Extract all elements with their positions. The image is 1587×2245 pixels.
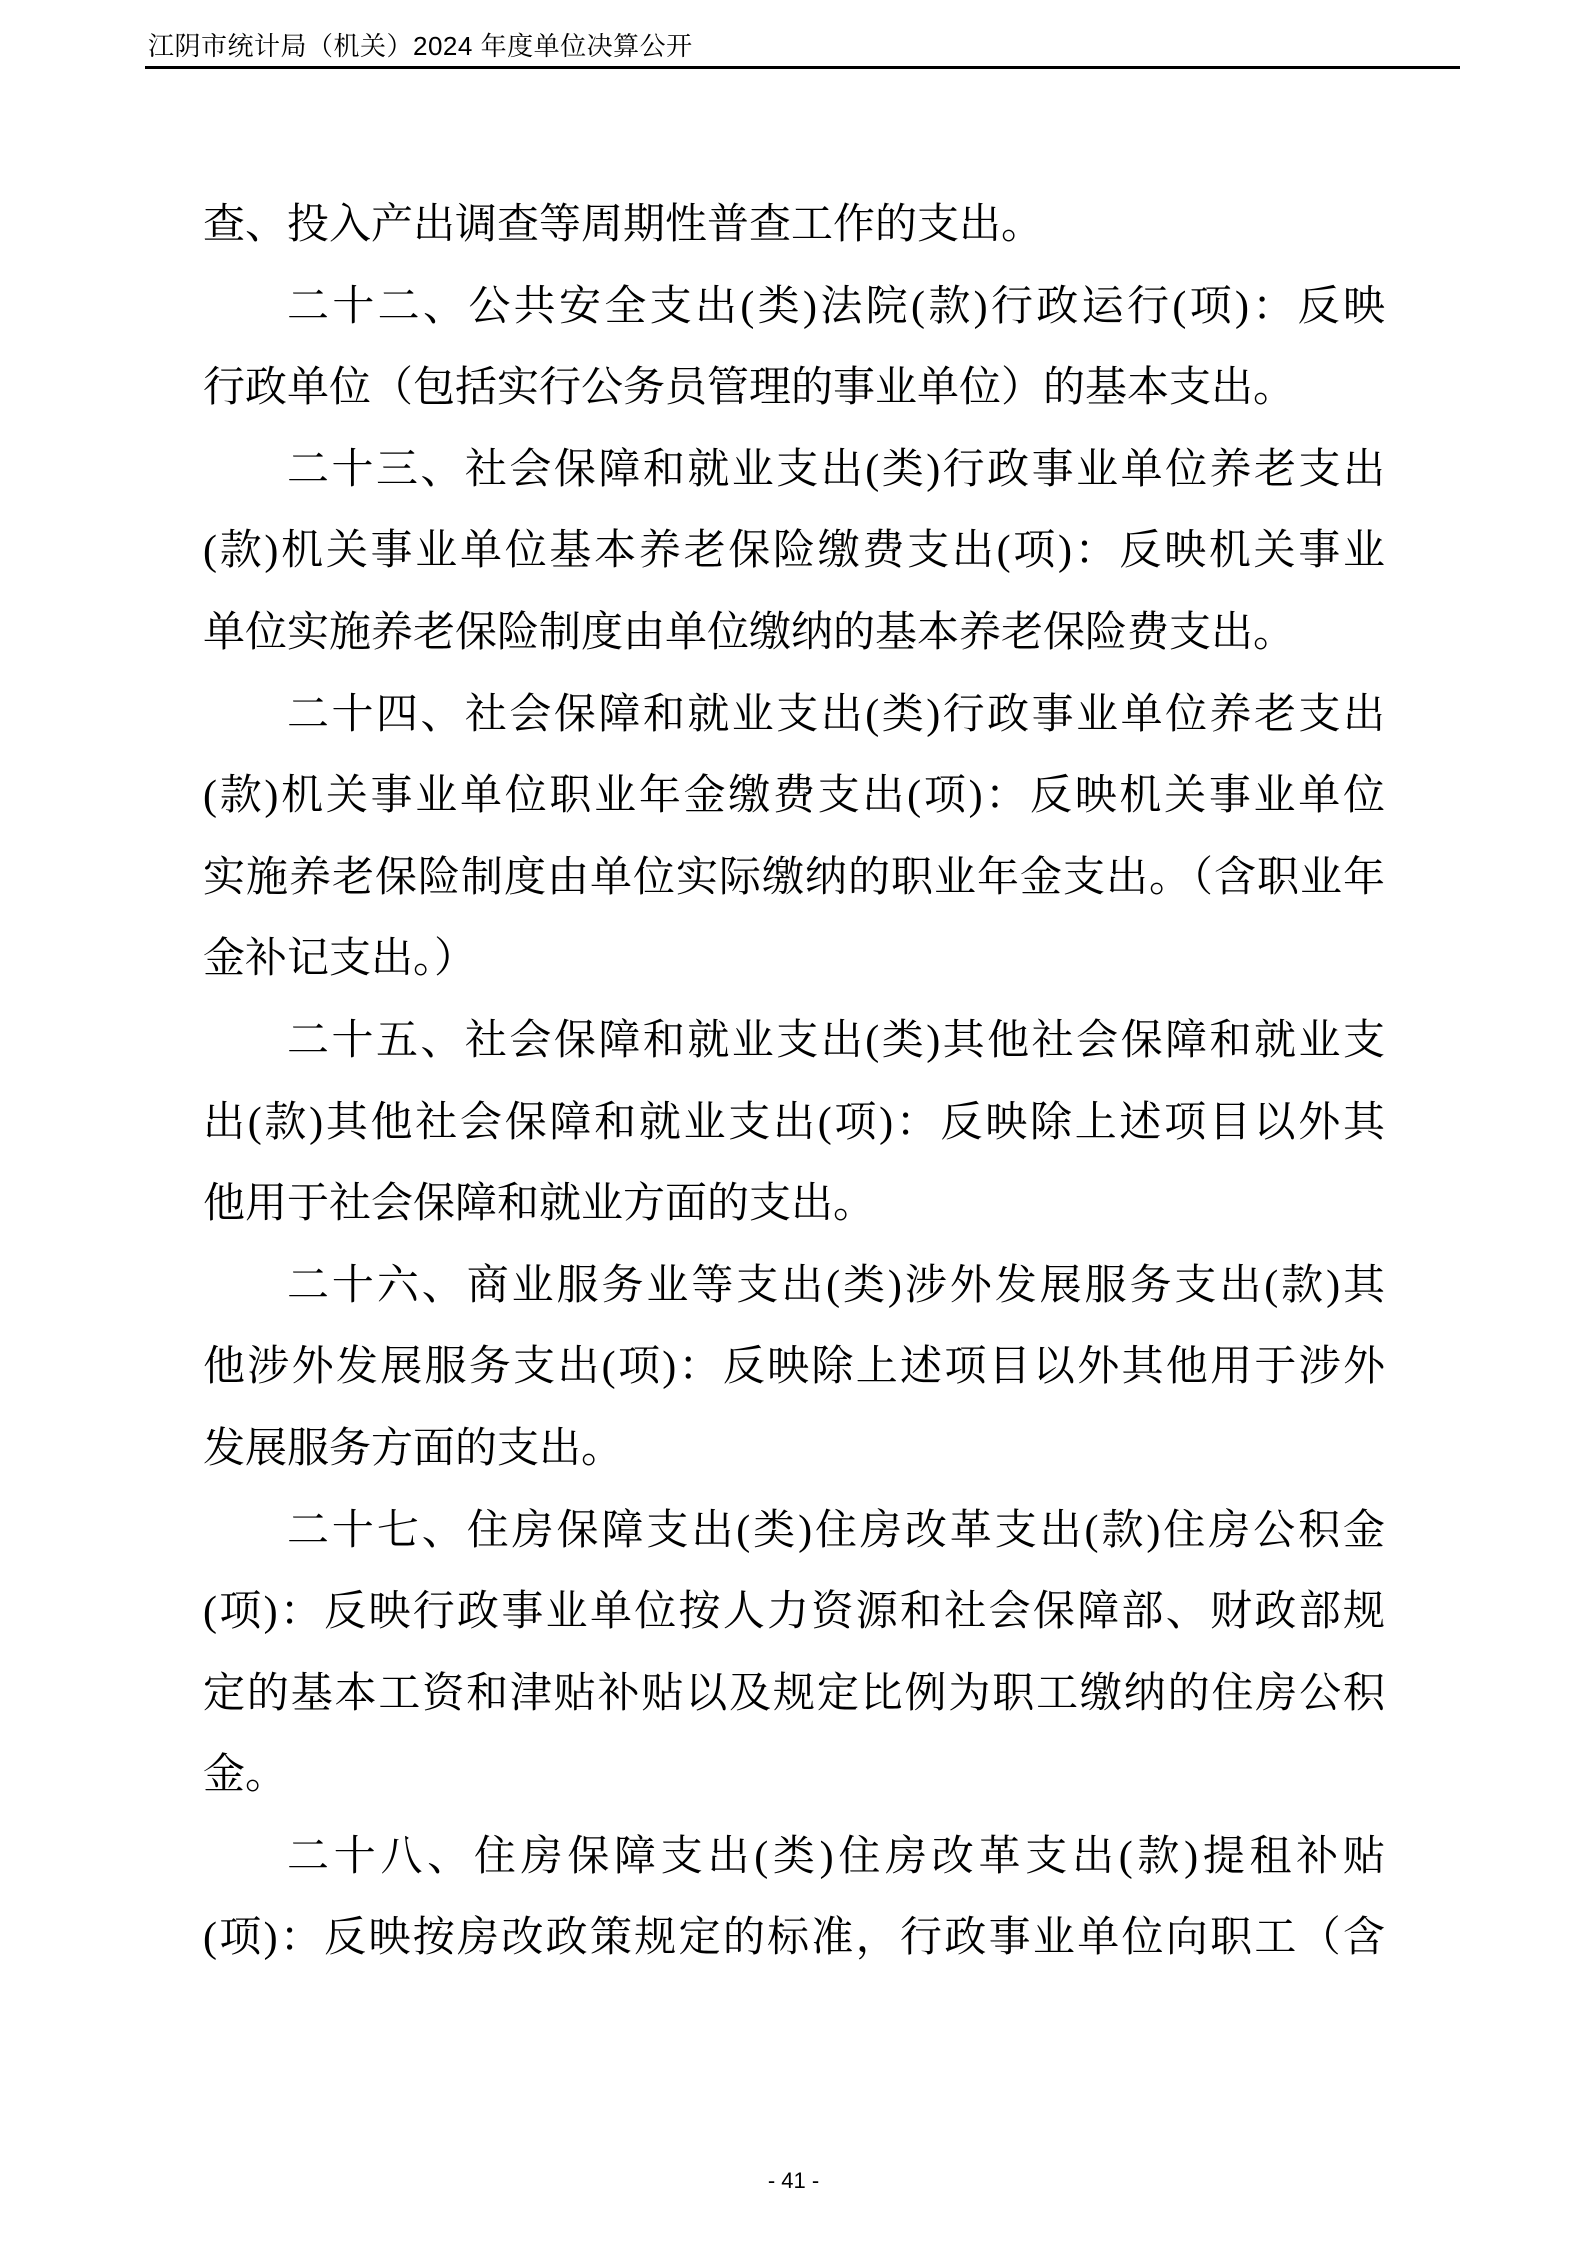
document-line: 金。: [203, 1752, 288, 1799]
document-line: 二十四、社会保障和就业支出(类)行政事业单位养老支出: [287, 691, 1385, 738]
document-line: 查、投入产出调查等周期性普查工作的支出。: [203, 202, 1044, 248]
document-line: 二十八、住房保障支出(类)住房改革支出(款)提租补贴: [287, 1833, 1385, 1880]
document-line: (项)：反映按房改政策规定的标准，行政事业单位向职工（含: [203, 1915, 1385, 1962]
document-line: 二十五、社会保障和就业支出(类)其他社会保障和就业支: [287, 1017, 1385, 1064]
document-line: 二十二、公共安全支出(类)法院(款)行政运行(项)：反映: [287, 283, 1385, 330]
document-line: 定的基本工资和津贴补贴以及规定比例为职工缴纳的住房公积: [203, 1670, 1385, 1717]
document-line: 发展服务方面的支出。: [203, 1425, 624, 1472]
document-line: (款)机关事业单位职业年金缴费支出(项)：反映机关事业单位: [203, 773, 1385, 820]
document-line: 金补记支出。）: [203, 936, 477, 983]
document-line: (款)机关事业单位基本养老保险缴费支出(项)：反映机关事业: [203, 528, 1385, 575]
document-line: (项)：反映行政事业单位按人力资源和社会保障部、财政部规: [203, 1589, 1385, 1636]
header-rule: [145, 66, 1460, 69]
document-line: 行政单位（包括实行公务员管理的事业单位）的基本支出。: [203, 365, 1296, 412]
document-line: 出(款)其他社会保障和就业支出(项)：反映除上述项目以外其: [203, 1099, 1385, 1146]
document-line: 二十七、住房保障支出(类)住房改革支出(款)住房公积金: [287, 1507, 1385, 1554]
document-line: 他涉外发展服务支出(项)：反映除上述项目以外其他用于涉外: [203, 1344, 1385, 1391]
document-line: 单位实施养老保险制度由单位缴纳的基本养老保险费支出。: [203, 609, 1296, 656]
document-line: 二十三、社会保障和就业支出(类)行政事业单位养老支出: [287, 446, 1385, 493]
document-line: 实施养老保险制度由单位实际缴纳的职业年金支出。（含职业年: [203, 854, 1385, 901]
document-line: 他用于社会保障和就业方面的支出。: [203, 1181, 876, 1228]
page-footer: [0, 2168, 1587, 2194]
header-title: 江阴市统计局（机关）2024 年度单位决算公开: [148, 31, 693, 61]
page-number: - 41 -: [767, 2168, 820, 2193]
document-body: [203, 185, 1385, 1980]
document-line: 二十六、商业服务业等支出(类)涉外发展服务支出(款)其: [287, 1262, 1385, 1309]
